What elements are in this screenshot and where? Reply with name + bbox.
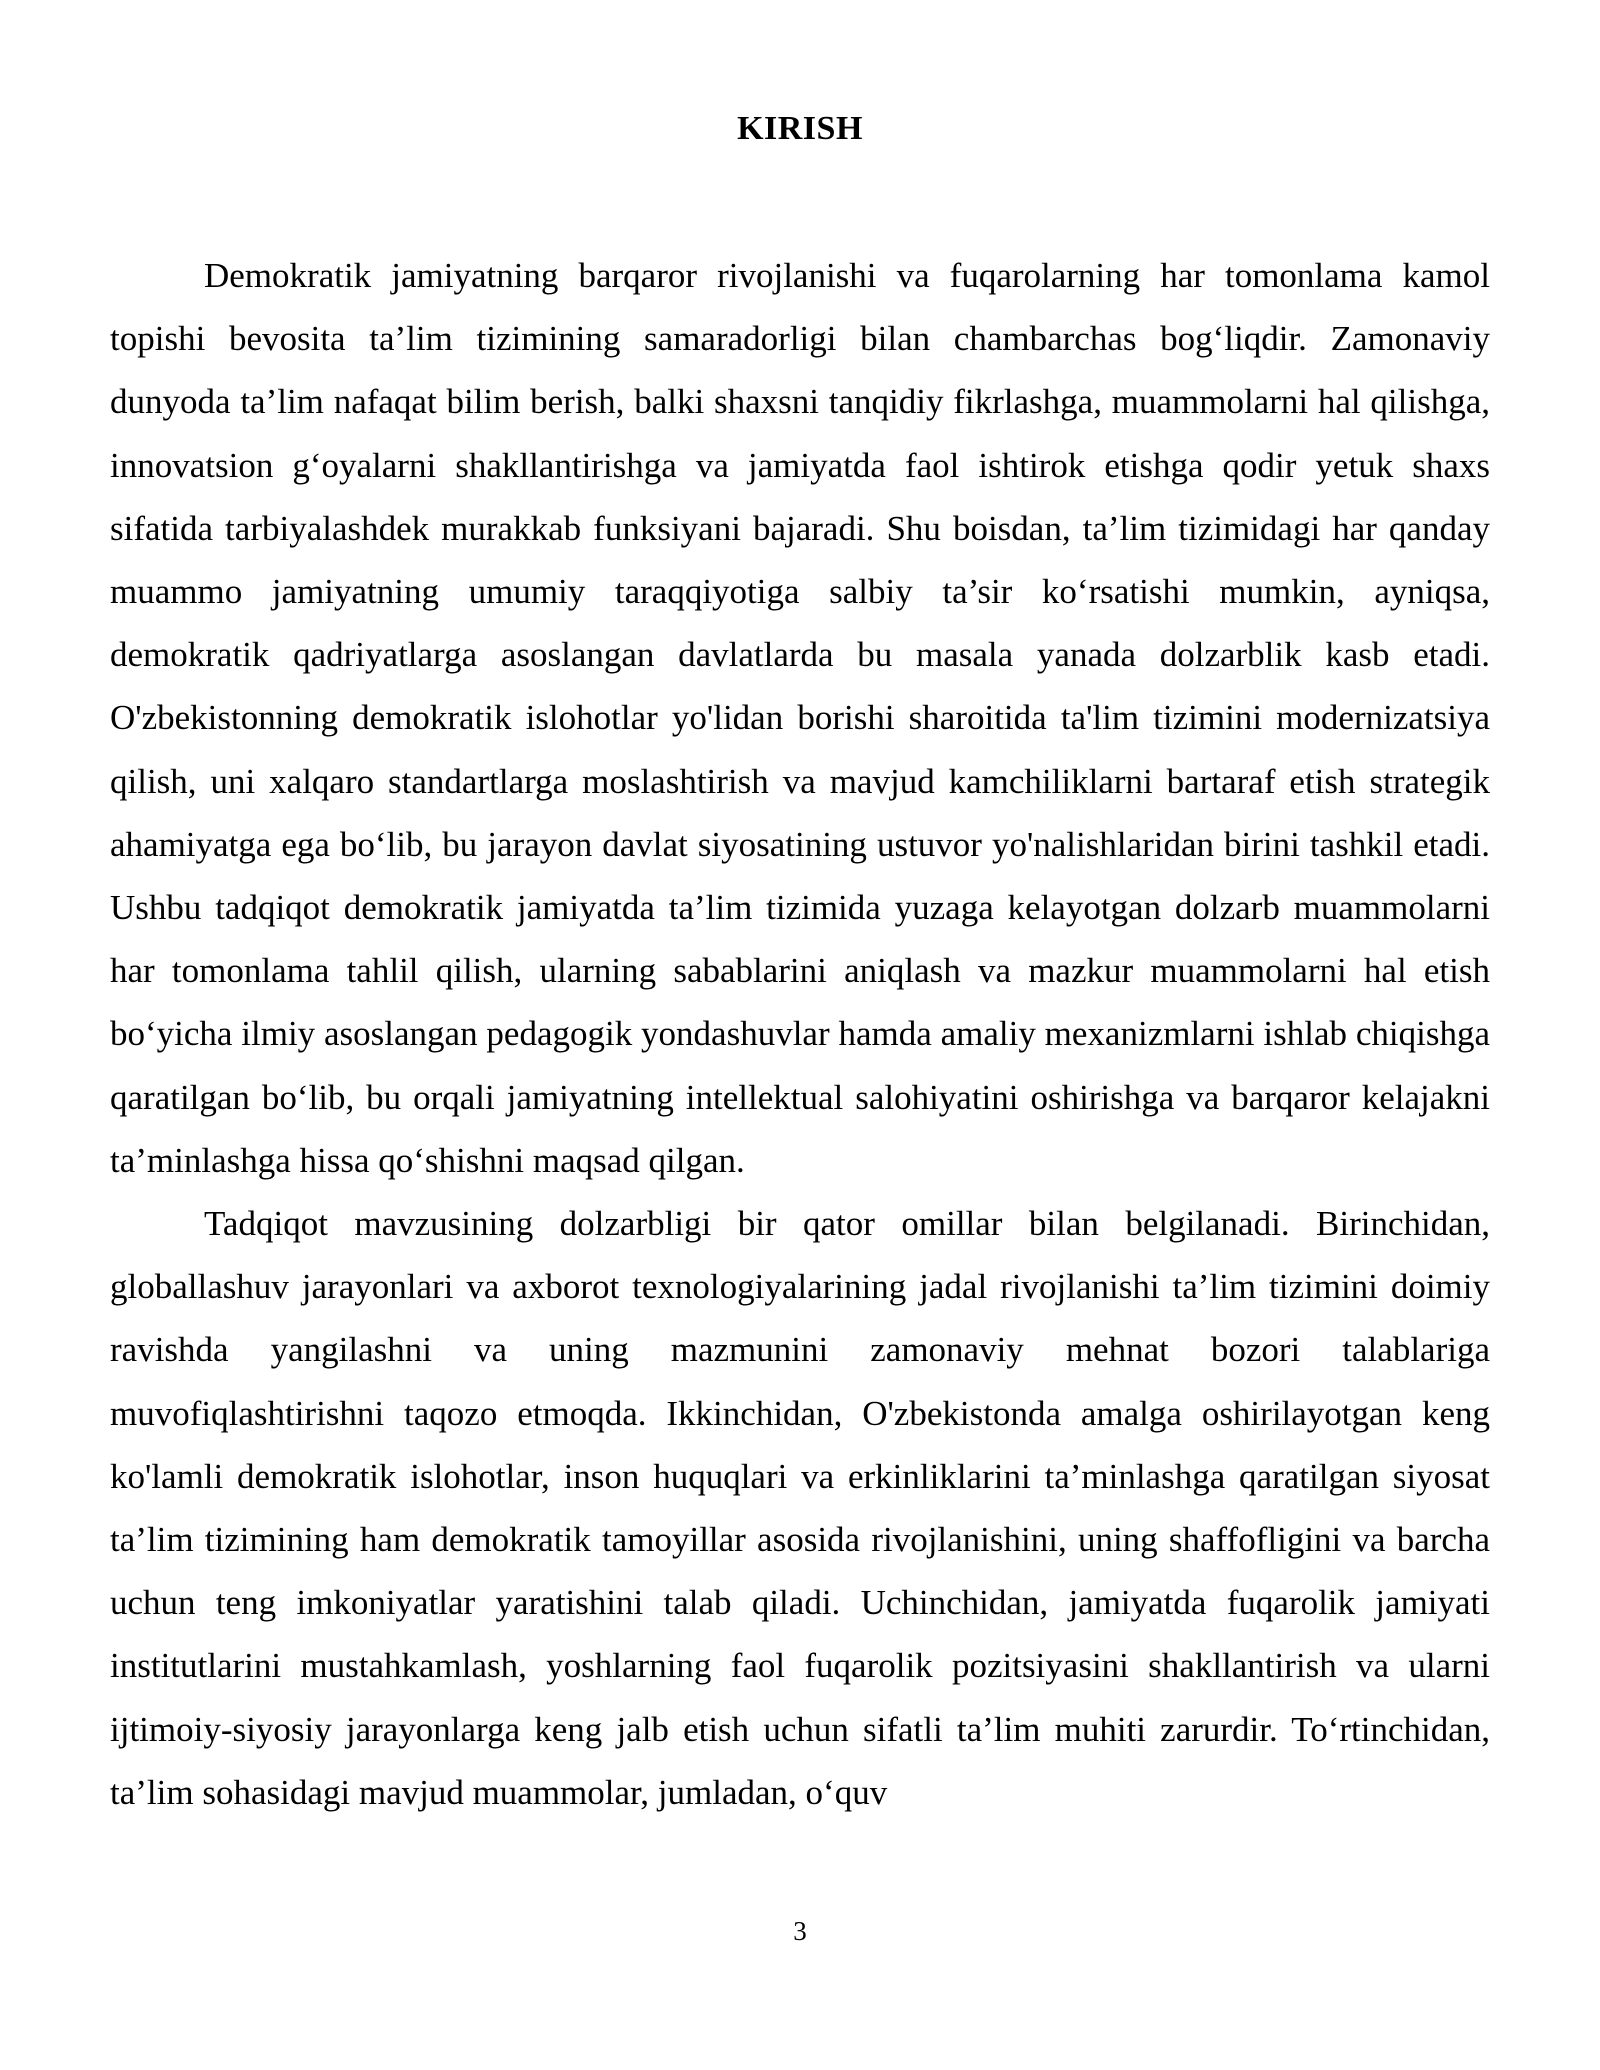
paragraph-1: Demokratik jamiyatning barqaror rivojlanishi va fuqarolarning har tomonlama kamol topishi bevosita ta’lim tizimining samaradorligi bilan chambarchas bog‘liqdir. Zamonaviy dunyoda ta’lim nafaqat bilim berish, balki shaxsni tanqidiy fikrlashga, muammolarni hal qilishga, innovatsion g‘oyalarni shakllantirishga va jamiyatda faol ishtirok etishga qodir yetuk shaxs sifatida tarbiyalashdek murakkab funksiyani bajaradi. Shu boisdan, ta’lim tizimidagi har qanday muammo jamiyatning umumiy taraqqiyotiga salbiy ta’sir ko‘rsatishi mumkin, ayniqsa, demokratik qadriyatlarga asoslangan davlatlarda bu masala yanada dolzarblik kasb etadi. O'zbekistonning demokratik islohotlar yo'lidan borishi sharoitida ta'lim tizimini modernizatsiya qilish, uni xalqaro standartlarga moslashtirish va mavjud kamchiliklarni bartaraf etish strategik ahamiyatga ega bo‘lib, bu jarayon davlat siyosatining ustuvor yo'nalishlaridan birini tashkil etadi. Ushbu tadqiqot demokratik jamiyatda ta’lim tizimida yuzaga kelayotgan dolzarb muammolarni har tomonlama tahlil qilish, ularning sabablarini aniqlash va mazkur muammolarni hal etish bo‘yicha ilmiy asoslangan pedagogik yondashuvlar hamda amaliy mexanizmlarni ishlab chiqishga qaratilgan bo‘lib, bu orqali jamiyatning intellektual salohiyatini oshirishga va barqaror kelajakni ta’minlashga hissa qo‘shishni maqsad qilgan.: [110, 256, 1490, 1180]
paragraph-2: Tadqiqot mavzusining dolzarbligi bir qator omillar bilan belgilanadi. Birinchidan, globallashuv jarayonlari va axborot texnologiyalarining jadal rivojlanishi ta’lim tizimini doimiy ravishda yangilashni va uning mazmunini zamonaviy mehnat bozori talablariga muvofiqlashtirishni taqozo etmoqda. Ikkinchidan, O'zbekistonda amalga oshirilayotgan keng ko'lamli demokratik islohotlar, inson huquqlari va erkinliklarini ta’minlashga qaratilgan siyosat ta’lim tizimining ham demokratik tamoyillar asosida rivojlanishini, uning shaffofligini va barcha uchun teng imkoniyatlar yaratishini talab qiladi. Uchinchidan, jamiyatda fuqarolik jamiyati institutlarini mustahkamlash, yoshlarning faol fuqarolik pozitsiyasini shakllantirish va ularni ijtimoiy-siyosiy jarayonlarga keng jalb etish uchun sifatli ta’lim muhiti zarurdir. To‘rtinchidan, ta’lim sohasidagi mavjud muammolar, jumladan, o‘quv: [110, 1204, 1490, 1812]
body-text: [110, 244, 1490, 1824]
page-number: 3: [793, 1916, 807, 1946]
section-heading: KIRISH: [737, 110, 863, 147]
